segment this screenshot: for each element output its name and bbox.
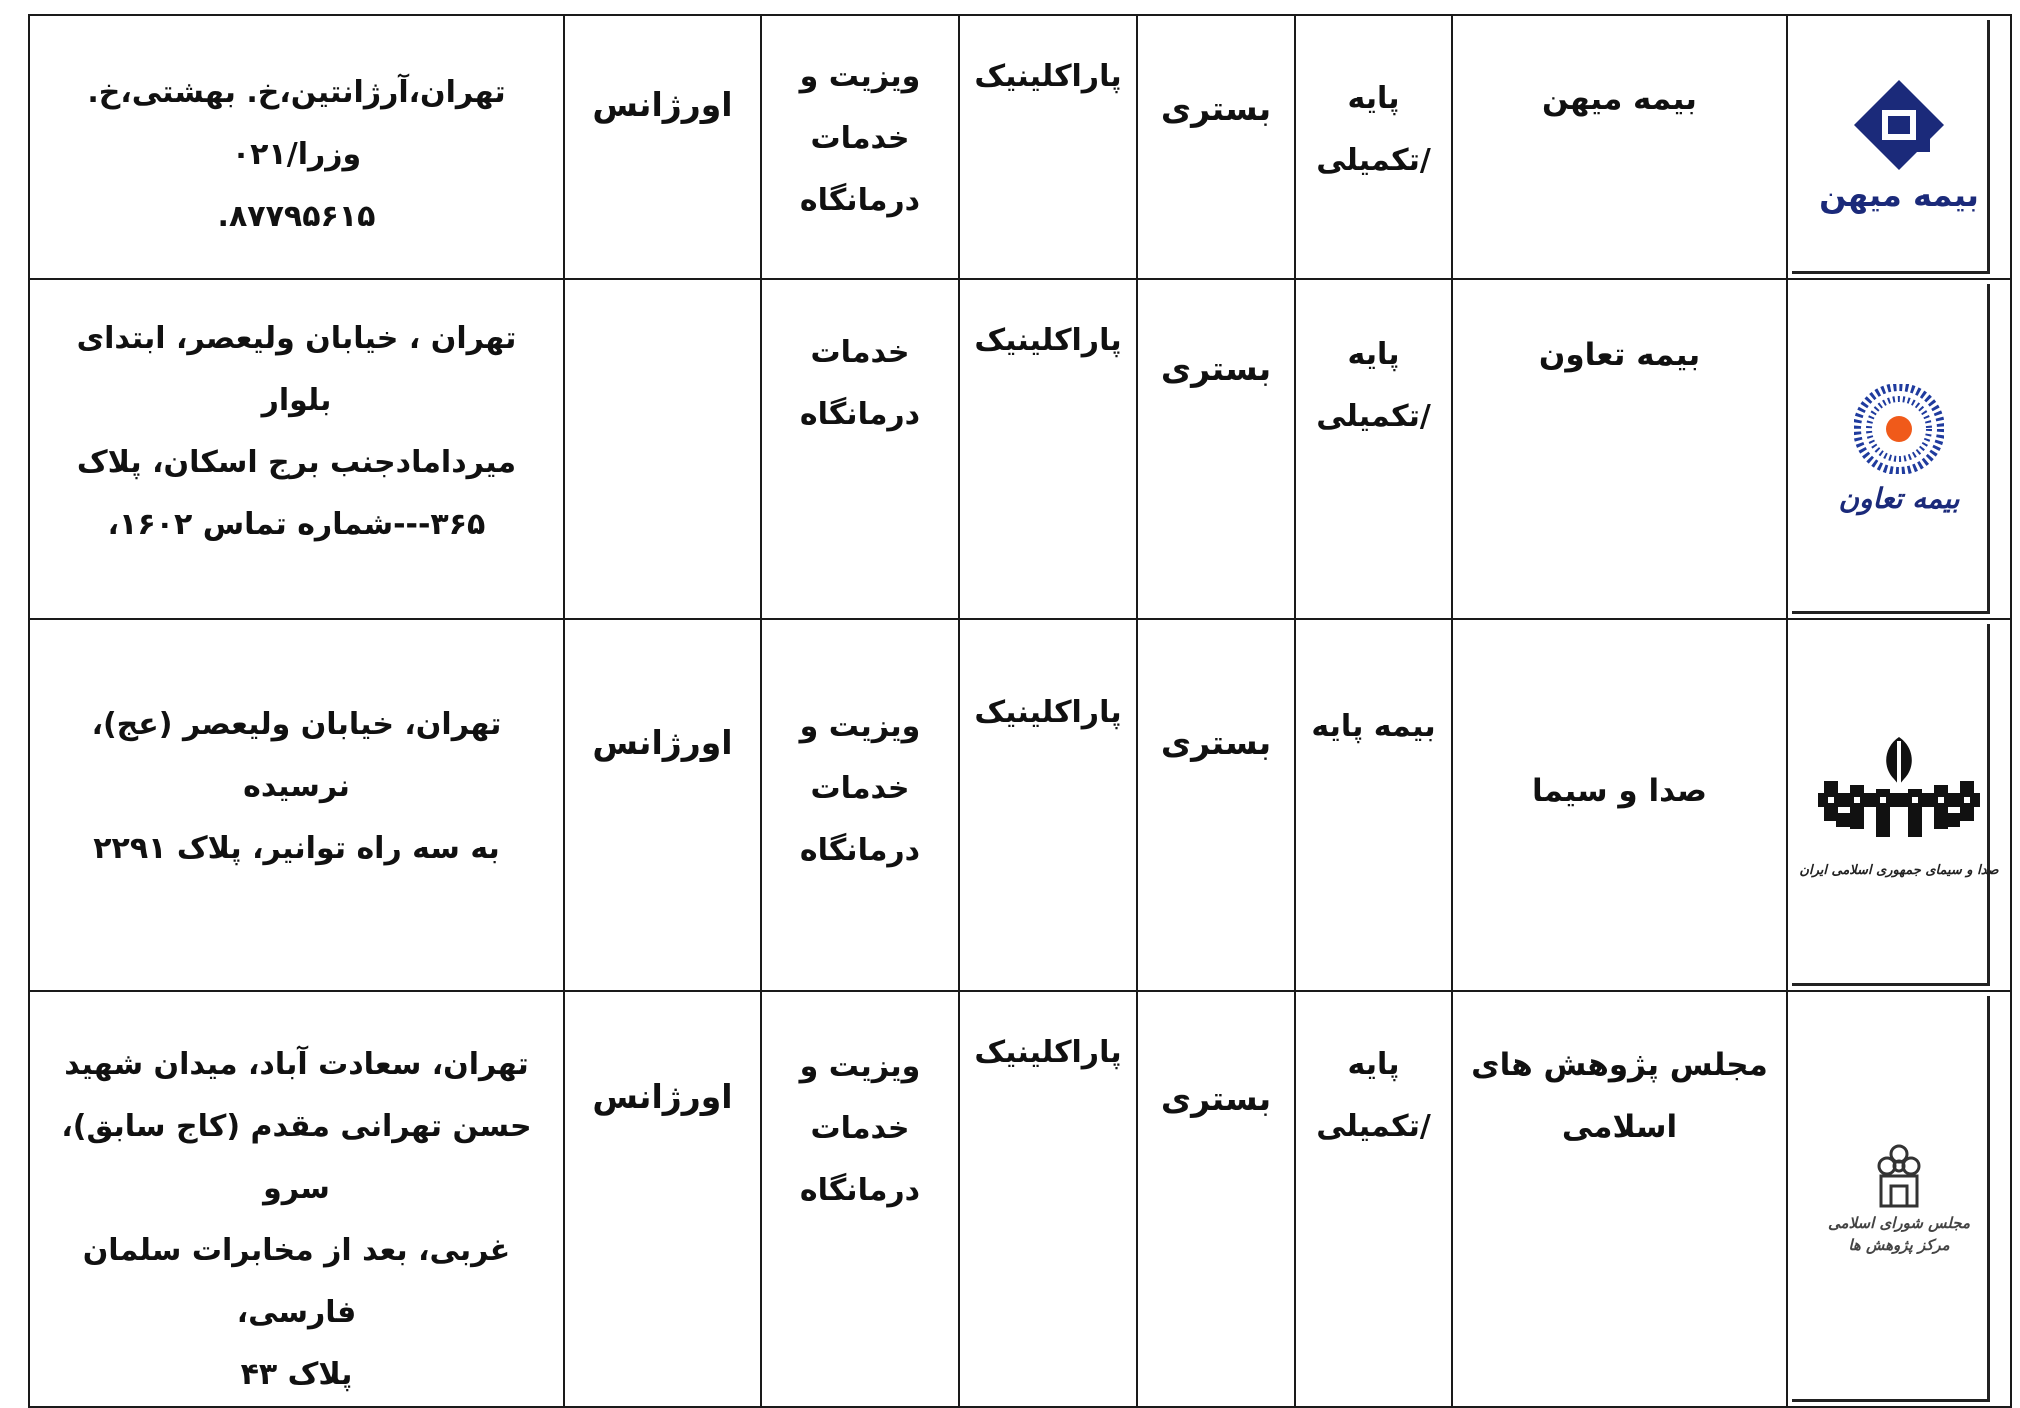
logo-cell — [1787, 619, 2011, 991]
emergency-cell — [564, 279, 761, 619]
visit-services-cell — [761, 15, 959, 279]
address-line: تهران ، خیابان ولیعصر، ابتدای بلوار — [76, 321, 517, 418]
logo-caption: بیمه تعاون — [1838, 481, 1960, 515]
provider-name-cell — [1452, 991, 1787, 1407]
coverage-line: پایه — [1347, 81, 1400, 116]
visit-line: درمانگاه — [799, 397, 921, 432]
hospitalization-cell — [1137, 279, 1295, 619]
coverage-cell — [1295, 991, 1452, 1407]
provider-name: بیمه تعاون — [1538, 337, 1701, 373]
logo-caption-line: مجلس شورای اسلامی — [1828, 1214, 1970, 1232]
address-cell — [29, 15, 564, 279]
coverage-line: پایه — [1347, 1047, 1400, 1082]
paraclinic-cell — [959, 279, 1137, 619]
address-cell — [29, 619, 564, 991]
table-row — [29, 15, 2011, 279]
coverage-line: /تکمیلی — [1316, 1109, 1431, 1144]
paraclinic-cell — [959, 15, 1137, 279]
address-line: تهران،آرژانتین،خ. بهشتی،خ. وزرا/۰۲۱ — [87, 75, 506, 172]
visit-line: درمانگاه — [799, 1173, 921, 1208]
paraclinic-label: پاراکلینیک — [974, 59, 1122, 94]
provider-name-cell — [1452, 619, 1787, 991]
emergency-cell — [564, 991, 761, 1407]
coverage-cell — [1295, 279, 1452, 619]
visit-line: ویزیت و — [799, 709, 921, 744]
address-line: غربی، بعد از مخابرات سلمان فارسی، — [82, 1233, 511, 1330]
paraclinic-label: پاراکلینیک — [974, 323, 1122, 358]
address-line: تهران، خیابان ولیعصر (عج)، نرسیده — [91, 707, 502, 804]
table-row — [29, 619, 2011, 991]
logo-cell — [1787, 991, 2011, 1407]
hospitalization-cell — [1137, 991, 1295, 1407]
hospitalization-cell — [1137, 619, 1295, 991]
address-cell — [29, 279, 564, 619]
coverage-line: بیمه پایه — [1311, 709, 1436, 744]
paraclinic-label: پاراکلینیک — [974, 1035, 1122, 1070]
coverage-cell — [1295, 15, 1452, 279]
paraclinic-cell — [959, 991, 1137, 1407]
logo-caption: صدا و سیمای جمهوری اسلامی ایران — [1799, 862, 1999, 878]
insurance-centers-table — [28, 14, 2012, 1408]
visit-services-cell — [761, 619, 959, 991]
logo-caption-line: مرکز پژوهش ها — [1848, 1236, 1950, 1254]
emergency-label: اورژانس — [592, 1077, 733, 1116]
visit-line: درمانگاه — [799, 833, 921, 868]
address-line: حسن تهرانی مقدم (کاج سابق)، سرو — [61, 1109, 532, 1206]
visit-line: خدمات — [810, 771, 910, 806]
logo-caption: بیمه میهن — [1819, 176, 1979, 214]
provider-name-line: اسلامی — [1561, 1109, 1678, 1145]
logo-caption — [1828, 1212, 1970, 1256]
visit-line: خدمات — [810, 1111, 910, 1146]
paraclinic-label: پاراکلینیک — [974, 695, 1122, 730]
address-line: میردامادجنب برج اسکان، پلاک — [76, 445, 517, 480]
address-line: ۳۶۵---شماره تماس ۱۶۰۲، — [107, 507, 486, 542]
provider-name-line: مجلس پژوهش های — [1471, 1047, 1768, 1083]
logo-cell — [1787, 279, 2011, 619]
hospitalization-label: بستری — [1160, 1079, 1272, 1118]
coverage-line: /تکمیلی — [1316, 143, 1431, 178]
coverage-line: /تکمیلی — [1316, 399, 1431, 434]
visit-line: خدمات — [810, 121, 910, 156]
visit-line: درمانگاه — [799, 183, 921, 218]
emergency-cell — [564, 15, 761, 279]
address-line: پلاک ۴۳ — [240, 1357, 353, 1392]
visit-line: خدمات — [810, 335, 910, 370]
address-line: ۸۷۷۹۵۶۱۵. — [217, 199, 376, 234]
majles-research-center-logo-icon — [1859, 1142, 1939, 1212]
bimeh-taavon-logo-icon — [1854, 384, 1944, 474]
emergency-label: اورژانس — [592, 85, 733, 124]
coverage-cell — [1295, 619, 1452, 991]
coverage-line: پایه — [1347, 337, 1400, 372]
provider-name: بیمه میهن — [1542, 81, 1697, 117]
hospitalization-cell — [1137, 15, 1295, 279]
provider-name: صدا و سیما — [1532, 773, 1707, 809]
visit-line: ویزیت و — [799, 59, 921, 94]
table-row — [29, 991, 2011, 1407]
emergency-cell — [564, 619, 761, 991]
provider-name-cell — [1452, 15, 1787, 279]
paraclinic-cell — [959, 619, 1137, 991]
address-line: تهران، سعادت آباد، میدان شهید — [64, 1047, 529, 1082]
visit-services-cell — [761, 991, 959, 1407]
visit-services-cell — [761, 279, 959, 619]
table-row — [29, 279, 2011, 619]
visit-line: ویزیت و — [799, 1049, 921, 1084]
address-line: به سه راه توانیر، پلاک ۲۲۹۱ — [93, 831, 500, 866]
hospitalization-label: بستری — [1160, 723, 1272, 762]
logo-cell — [1787, 15, 2011, 279]
emergency-label: اورژانس — [592, 723, 733, 762]
hospitalization-label: بستری — [1160, 349, 1272, 388]
emergency-label — [565, 280, 760, 338]
provider-name-cell — [1452, 279, 1787, 619]
bimeh-mihan-logo-icon — [1844, 80, 1954, 170]
hospitalization-label: بستری — [1160, 89, 1272, 128]
address-cell — [29, 991, 564, 1407]
seda-va-sima-logo-icon — [1814, 733, 1984, 853]
